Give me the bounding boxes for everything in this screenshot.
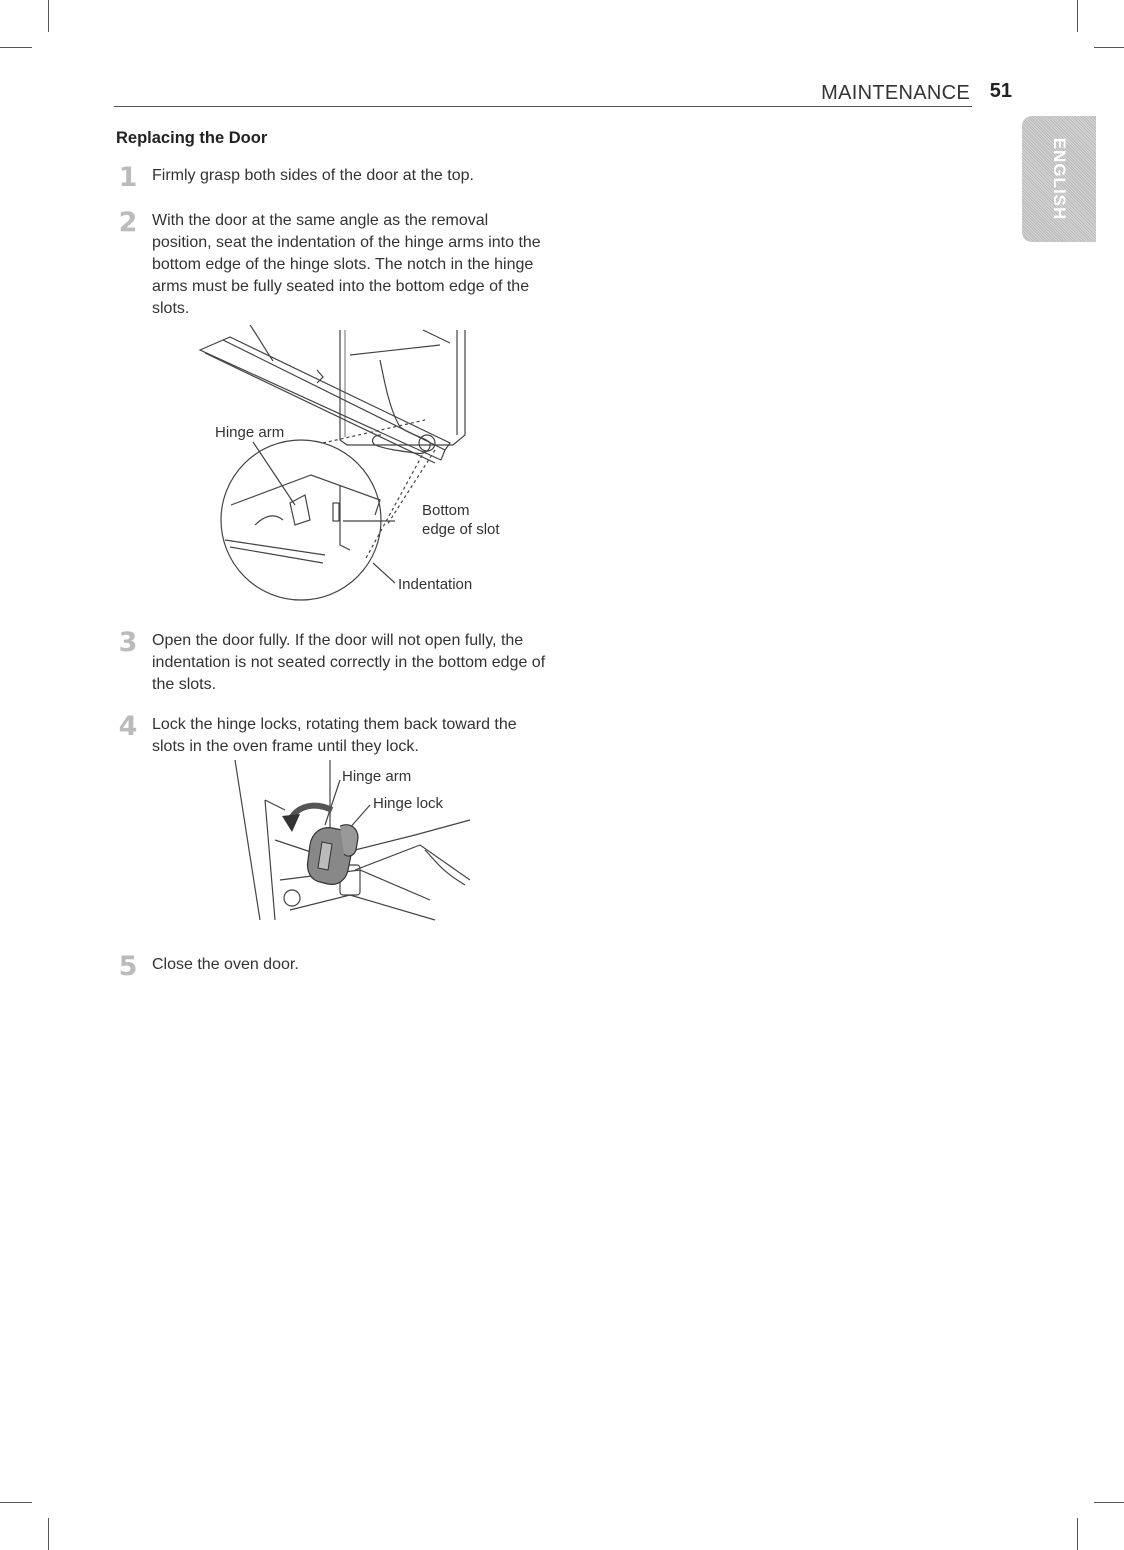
step-number: 5 <box>118 951 138 982</box>
hinge-lock-illustration <box>230 760 480 930</box>
crop-mark <box>1094 1502 1124 1503</box>
step-text: With the door at the same angle as the removal position, seat the indentation of the hinge arms into the bottom edge of the hinge slots. The notch in the hinge arms must be fully seated into the bottom edge of the slots. <box>152 212 541 317</box>
crop-mark <box>0 47 32 48</box>
crop-mark <box>1094 47 1124 48</box>
figure1-label-hinge-arm: Hinge arm <box>215 424 285 441</box>
figure2-label-hinge-arm: Hinge arm <box>342 768 412 785</box>
step-text: Lock the hinge locks, rotating them back toward the slots in the oven frame until they lock. <box>152 716 517 755</box>
step-number: 4 <box>118 711 138 742</box>
language-tab <box>1022 116 1096 242</box>
page-number: 51 <box>989 80 1012 102</box>
section-title: Replacing the Door <box>116 129 268 147</box>
step-text: Close the oven door. <box>152 956 299 973</box>
figure2-label-hinge-lock: Hinge lock <box>373 795 444 812</box>
step-number: 3 <box>118 627 138 658</box>
header-section-title: MAINTENANCE <box>821 82 970 104</box>
crop-mark <box>1077 0 1078 32</box>
crop-mark <box>0 1502 32 1503</box>
step-number: 1 <box>118 162 138 193</box>
door-hinge-seating-illustration <box>195 325 525 610</box>
crop-mark <box>48 0 49 32</box>
header-rule <box>114 106 972 107</box>
figure1-label-edge-of-slot: edge of slot <box>422 521 500 538</box>
step-number: 2 <box>118 207 138 238</box>
figure1-label-bottom: Bottom <box>422 502 470 519</box>
step-text: Firmly grasp both sides of the door at the top. <box>152 167 474 184</box>
language-tab-label: ENGLISH <box>1050 137 1069 221</box>
step-text: Open the door fully. If the door will not open fully, the indentation is not seated correctly in the bottom edge of the slots. <box>152 632 546 693</box>
crop-mark <box>1077 1518 1078 1550</box>
figure1-label-indentation: Indentation <box>398 576 473 593</box>
crop-mark <box>48 1518 49 1550</box>
